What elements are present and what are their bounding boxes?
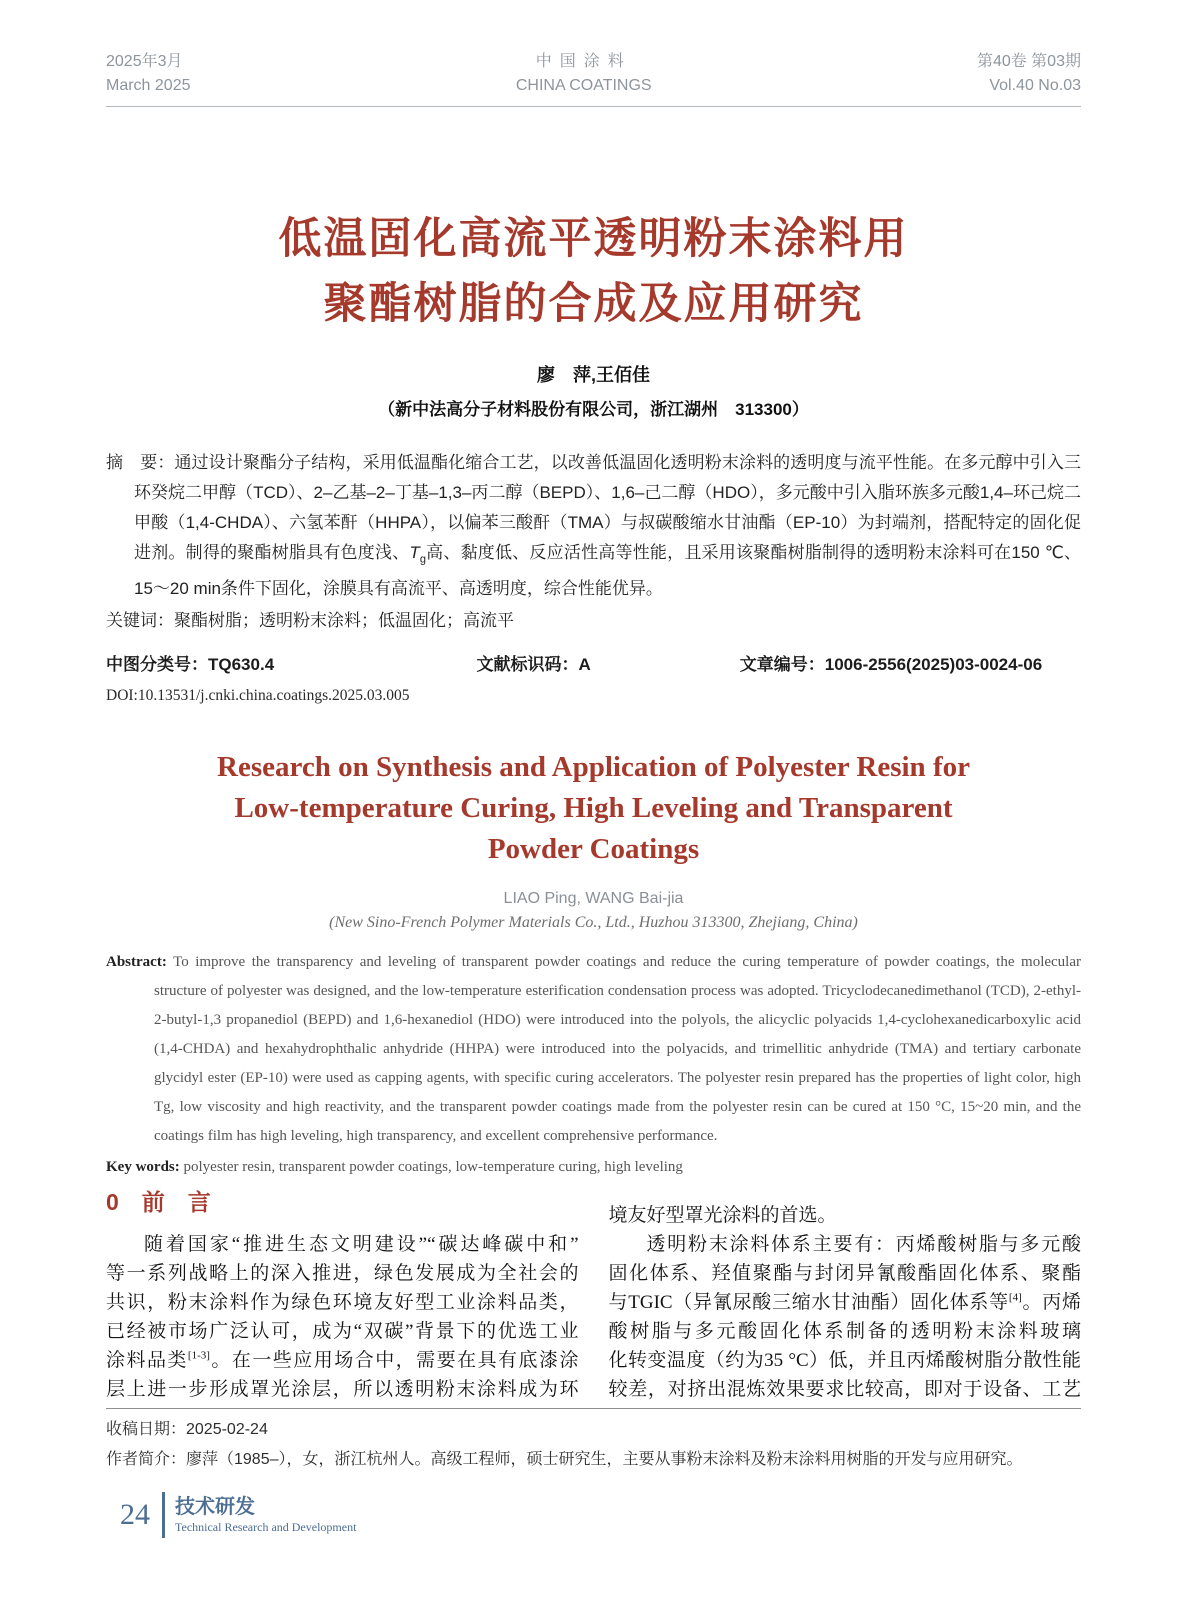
title-en-line3: Powder Coatings bbox=[487, 833, 700, 866]
footer-divider bbox=[162, 1492, 165, 1538]
body-line: 已经被市场广泛认可，成为“双碳”背景下的优选工业 bbox=[106, 1321, 579, 1342]
body-line: 较差，对挤出混炼效果要求比较高，即对于设备、工艺 bbox=[608, 1379, 1081, 1400]
classification-row bbox=[106, 650, 1081, 675]
body-line bbox=[609, 1288, 1082, 1317]
keywords-en-text: polyester resin, transparent powder coatings, low-temperature curing, high leveling bbox=[183, 1159, 683, 1176]
abstract-en-text: To improve the transparency and leveling of transparent powder coatings and reduce the curing temperature of powder coatings, the molecular structure of polyester was designed, and the low-temperature esterification condensation process was adopted. Tricyclodecanedimethanol (TCD), 2-ethyl-2-butyl-1,3 propanediol (BEPD) and 1,6-hexanediol (HDO) were introduced into the polyols, the alicyclic polyacids 1,4-cyclohexanedicarboxylic acid (1,4-CHDA) and hexahydrophthalic anhydride (HHPA) were introduced into the polyacids, and trimellitic anhydride (TMA) and tertiary carbonate glycidyl ester (EP-10) were used as capping agents, with specific curing accelerators. The polyester resin prepared has the properties of light color, high Tg, low viscosity and high reactivity, and the transparent powder coatings made from the polyester resin can be cured at 150 °C, 15~20 min, and the coatings film has high leveling, high transparency, and excellent comprehensive performance. bbox=[154, 954, 1081, 1145]
body-line: 层上进一步形成罩光涂层，所以透明粉末涂料成为环 bbox=[106, 1379, 579, 1400]
keywords-cn-label: 关键词： bbox=[106, 611, 174, 631]
received-date: 收稿日期：2025-02-24 bbox=[106, 1421, 268, 1438]
footer-column-cn: 技术研发 bbox=[175, 1496, 255, 1518]
article-id: 文章编号：1006-2556(2025)03-0024-06 bbox=[739, 655, 1043, 675]
citation-ref: [1-3] bbox=[187, 1349, 210, 1362]
abstract-cn-text-1: 通过设计聚酯分子结构，采用低温酯化缩合工艺，以改善低温固化透明粉末涂料的透明度与流平性能。在多元醇中引入三环癸烷二甲醇（TCD）、2–乙基–2–丁基–1,3–丙二醇（BEPD）、1,6–己二醇（HDO），多元酸中引入脂环族多元酸1,4–环己烷二甲酸（1,4-CHDA）、六氢苯酐（HHPA），以偏苯三酸酐（TMA）与叔碳酸缩水甘油酯（EP-10）为封端剂，搭配特定的固化促进剂。制得的聚酯树脂具有色度浅、 bbox=[134, 453, 1082, 562]
volume-issue-cn: 第40卷 第03期 bbox=[976, 53, 1081, 70]
body-line-text: 。丙烯 bbox=[1021, 1292, 1081, 1313]
title-cn-line2: 聚酯树脂的合成及应用研究 bbox=[323, 280, 864, 328]
tg-subscript: g bbox=[419, 553, 426, 566]
intro-left-column bbox=[106, 1186, 579, 1404]
keywords-en bbox=[106, 1153, 1081, 1182]
authors-en: LIAO Ping, WANG Bai-jia bbox=[503, 890, 684, 908]
body-line: 等一系列战略上的深入推进，绿色发展成为全社会的 bbox=[106, 1263, 579, 1284]
header-volume-issue bbox=[977, 50, 1081, 98]
footnotes bbox=[106, 1408, 1081, 1475]
article-title-cn bbox=[106, 207, 1081, 337]
article-title-en bbox=[106, 747, 1081, 870]
header-date-en: March 2025 bbox=[106, 77, 191, 94]
journal-name-cn: 中国涂料 bbox=[535, 53, 632, 70]
header-journal-name bbox=[516, 50, 652, 98]
abstract-cn-label: 摘 要： bbox=[106, 453, 175, 472]
footer-column-en: Technical Research and Development bbox=[175, 1520, 357, 1534]
body-line: 固化体系、羟值聚酯与封闭异氰酸酯固化体系、聚酯 bbox=[608, 1263, 1081, 1284]
abstract-cn-text-2: 高、黏度低、反应活性高等性能，且采用该聚酯树脂制得的透明粉末涂料可在150 ℃、15～20 min条件下固化，涂膜具有高流平、高透明度，综合性能优异。 bbox=[134, 543, 1082, 599]
body-line: 随着国家“推进生态文明建设”“碳达峰碳中和” bbox=[144, 1234, 579, 1255]
tg-symbol: T bbox=[409, 543, 420, 562]
title-en-line1: Research on Synthesis and Application of Polyester Resin for bbox=[217, 751, 970, 784]
journal-header bbox=[106, 50, 1081, 107]
affiliation-en: (New Sino-French Polymer Materials Co., Ltd., Huzhou 313300, Zhejiang, China) bbox=[329, 914, 858, 932]
document-code: 文献标识码：A bbox=[476, 655, 591, 675]
page-footer bbox=[120, 1492, 356, 1538]
abstract-en-label: Abstract: bbox=[106, 954, 167, 971]
doi: DOI:10.13531/j.cnki.china.coatings.2025.03.005 bbox=[106, 687, 410, 705]
title-cn-line1: 低温固化高流平透明粉末涂料用 bbox=[278, 215, 909, 263]
intro-right-column bbox=[609, 1186, 1082, 1404]
keywords-cn-text: 聚酯树脂；透明粉末涂料；低温固化；高流平 bbox=[174, 611, 514, 631]
abstract-en bbox=[106, 948, 1081, 1151]
body-line: 酸树脂与多元酸固化体系制备的透明粉末涂料玻璃 bbox=[608, 1321, 1081, 1342]
intro-section bbox=[106, 1186, 1081, 1404]
abstract-cn bbox=[106, 448, 1081, 604]
body-line bbox=[106, 1346, 579, 1375]
body-line: 化转变温度（约为35 °C）低，并且丙烯酸树脂分散性能 bbox=[608, 1350, 1081, 1371]
body-line-text: 与TGIC（异氰尿酸三缩水甘油酯）固化体系等 bbox=[608, 1292, 1009, 1313]
journal-name-en: CHINA COATINGS bbox=[515, 77, 652, 94]
body-line-text: 涂料品类 bbox=[106, 1350, 188, 1371]
section-0-heading: 0 前 言 bbox=[106, 1189, 211, 1215]
clc-number: 中图分类号：TQ630.4 bbox=[106, 655, 275, 675]
keywords-cn bbox=[106, 606, 1081, 636]
body-line: 共识，粉末涂料作为绿色环境友好型工业涂料品类， bbox=[106, 1292, 579, 1313]
affiliation-cn: （新中法高分子材料股份有限公司，浙江湖州 313300） bbox=[378, 400, 809, 419]
header-issue-date bbox=[106, 50, 191, 98]
body-line: 境友好型罩光涂料的首选。 bbox=[608, 1205, 837, 1226]
citation-ref: [4] bbox=[1008, 1291, 1022, 1304]
header-date-cn: 2025年3月 bbox=[106, 53, 183, 70]
page-number: 24 bbox=[120, 1498, 150, 1531]
body-line-text: 。在一些应用场合中，需要在具有底漆涂 bbox=[209, 1350, 579, 1371]
volume-issue-en: Vol.40 No.03 bbox=[989, 77, 1081, 94]
authors-cn: 廖 萍,王佰佳 bbox=[536, 365, 650, 385]
author-bio: 作者简介：廖萍（1985–），女，浙江杭州人。高级工程师，硕士研究生，主要从事粉末涂料及粉末涂料用树脂的开发与应用研究。 bbox=[106, 1451, 1023, 1468]
title-en-line2: Low-temperature Curing, High Leveling and Transparent bbox=[234, 792, 953, 825]
keywords-en-label: Key words: bbox=[106, 1159, 180, 1176]
footer-column-name bbox=[175, 1495, 356, 1535]
body-line: 透明粉末涂料体系主要有：丙烯酸树脂与多元酸 bbox=[646, 1234, 1081, 1255]
